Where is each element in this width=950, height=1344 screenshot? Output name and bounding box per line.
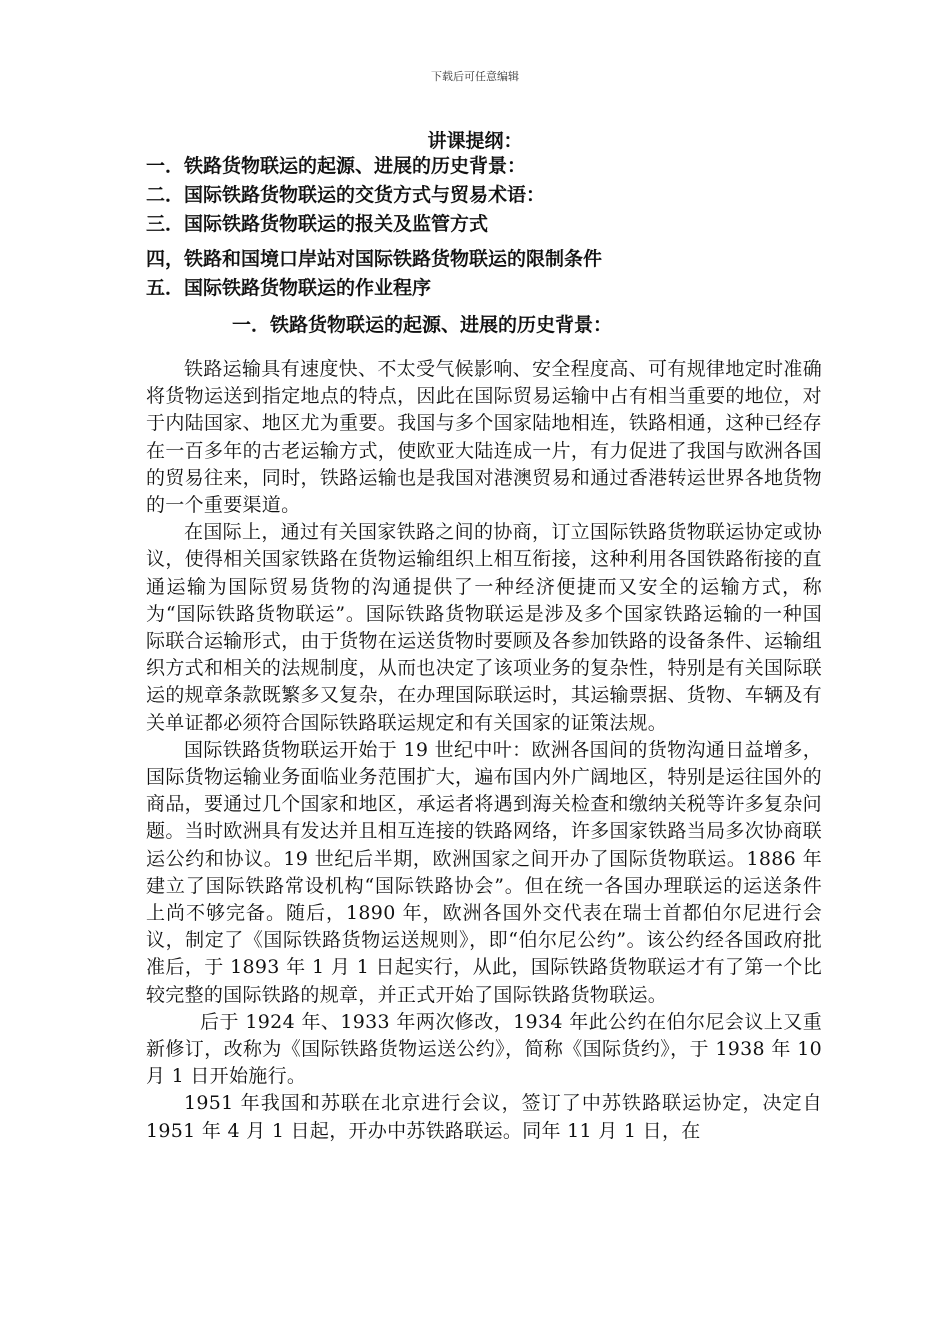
header-note: 下载后可任意编辑 [431, 70, 519, 83]
body-text [146, 356, 822, 1145]
paragraph-5: 1951 年我国和苏联在北京进行会议，签订了中苏铁路联运协定，决定自 1951 年 4 月 1 日起，开办中苏铁路联运。同年 11 月 1 日，在 [146, 1092, 822, 1142]
outline-list [146, 152, 826, 303]
outline-item-5: 五．国际铁路货物联运的作业程序 [146, 277, 432, 299]
outline-item-4: 四，铁路和国境口岸站对国际铁路货物联运的限制条件 [146, 248, 603, 270]
section-heading: 一．铁路货物联运的起源、进展的历史背景： [232, 314, 613, 336]
outline-title: 讲课提纲： [427, 130, 523, 152]
paragraph-2: 在国际上，通过有关国家铁路之间的协商，订立国际铁路货物联运协定或协议，使得相关国家铁路在货物运输组织上相互衔接，这种利用各国铁路衔接的直通运输为国际贸易货物的沟通提供了一种经济便捷而又安全的运输方式，称为“国际铁路货物联运”。国际铁路货物联运是涉及多个国家铁路运输的一种国际联合运输形式，由于货物在运送货物时要顾及各参加铁路的设备条件、运输组织方式和相关的法规制度，从而也决定了该项业务的复杂性，特别是有关国际联运的规章条款既繁多又复杂，在办理国际联运时，其运输票据、货物、车辆及有关单证都必须符合国际铁路联运规定和有关国家的证策法规。 [146, 521, 822, 734]
outline-item-3: 三．国际铁路货物联运的报关及监管方式 [146, 213, 489, 235]
outline-item-2: 二．国际铁路货物联运的交货方式与贸易术语： [146, 184, 546, 206]
paragraph-3: 国际铁路货物联运开始于 19 世纪中叶：欧洲各国间的货物沟通日益增多，国际货物运输业务面临业务范围扩大，遍布国内外广阔地区，特别是运往国外的商品，要通过几个国家和地区，承运者将遇到海关检查和缴纳关税等许多复杂问题。当时欧洲具有发达并且相互连接的铁路网络，许多国家铁路当局多次协商联运公约和协议。19 世纪后半期，欧洲国家之间开办了国际货物联运。1886 年建立了国际铁路常设机构“国际铁路协会”。但在统一各国办理联运的运送条件上尚不够完备。随后，1890 年，欧洲各国外交代表在瑞士首都伯尔尼进行会议，制定了《国际铁路货物运送规则》，即“伯尔尼公约”。该公约经各国政府批准后，于 1893 年 1 月 1 日起实行，从此，国际铁路货物联运才有了第一个比较完整的国际铁路的规章，并正式开始了国际铁路货物联运。 [146, 738, 822, 1006]
outline-item-1: 一．铁路货物联运的起源、进展的历史背景： [146, 155, 527, 177]
paragraph-4: 后于 1924 年、1933 年两次修改，1934 年此公约在伯尔尼会议上又重新修订，改称为《国际铁路货物运送公约》，简称《国际货约》，于 1938 年 10 月 1 日开始施行。 [146, 1010, 822, 1088]
paragraph-1: 铁路运输具有速度快、不太受气候影响、安全程度高、可有规律地定时准确将货物运送到指定地点的特点，因此在国际贸易运输中占有相当重要的地位，对于内陆国家、地区尤为重要。我国与多个国家陆地相连，铁路相通，这种已经存在一百多年的古老运输方式，使欧亚大陆连成一片，有力促进了我国与欧洲各国的贸易往来，同时，铁路运输也是我国对港澳贸易和通过香港转运世界各地货物的一个重要渠道。 [146, 358, 822, 517]
